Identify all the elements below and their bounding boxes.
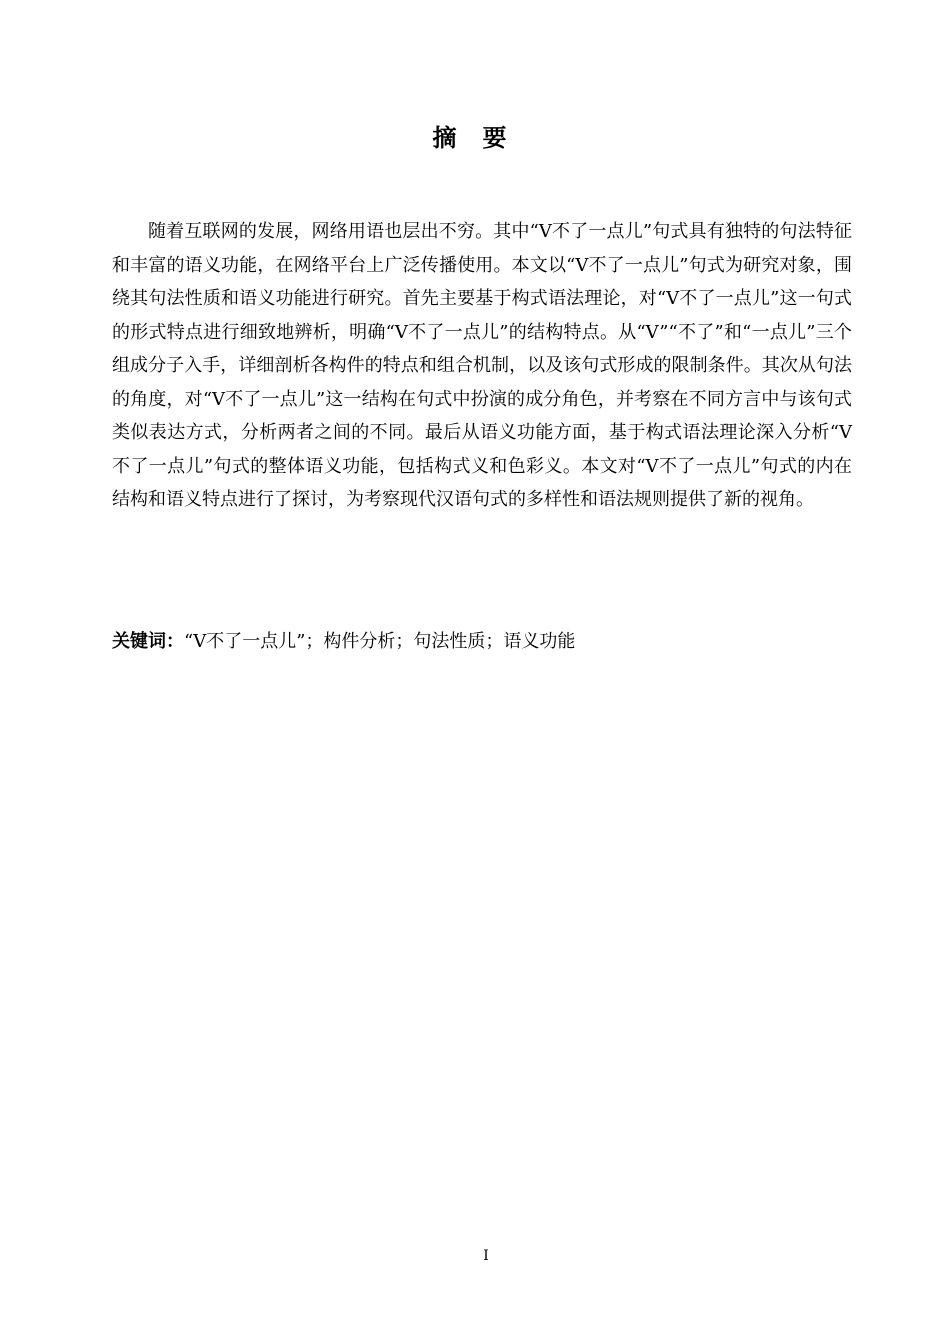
abstract-title: 摘要 (432, 124, 533, 152)
abstract-body: 随着互联网的发展，网络用语也层出不穷。其中“V不了一点儿”句式具有独特的句法特征和丰富的语义功能，在网络平台上广泛传播使用。本文以“V不了一点儿”句式为研究对象，围绕其句法性质和语义功能进行研究。首先主要基于构式语法理论，对“V不了一点儿”这一句式的形式特点进行细致地辨析，明确“V不了一点儿”的结构特点。从“V”“不了”和“一点儿”三个组成分子入手，详细剖析各构件的特点和组合机制，以及该句式形成的限制条件。其次从句法的角度，对“V不了一点儿”这一结构在句式中扮演的成分角色，并考察在不同方言中与该句式类似表达方式，分析两者之间的不同。最后从语义功能方面，基于构式语法理论深入分析“V不了一点儿”句式的整体语义功能，包括构式义和色彩义。本文对“V不了一点儿”句式的内在结构和语义特点进行了探讨，为考察现代汉语句式的多样性和语法规则提供了新的视角。 (112, 221, 852, 510)
keywords-text: “V不了一点儿”；构件分析；句法性质；语义功能 (184, 631, 576, 652)
keywords-label: 关键词： (112, 631, 184, 652)
page-number: I (483, 1248, 489, 1264)
keywords-line (112, 627, 852, 657)
